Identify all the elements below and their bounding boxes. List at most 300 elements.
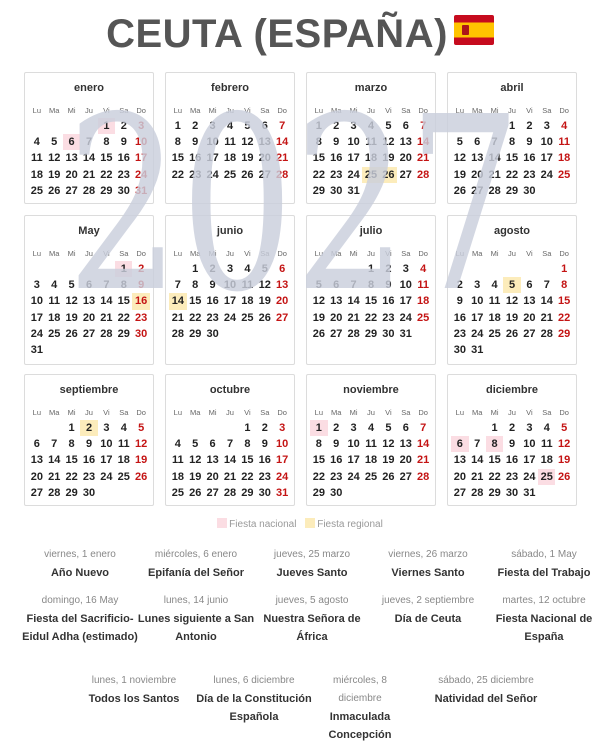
day-cell: 31 xyxy=(135,184,148,197)
day-cell: 18 xyxy=(364,454,378,467)
day-cell: 16 xyxy=(206,295,219,308)
day-cell: 8 xyxy=(508,136,516,149)
day-cell: 8 xyxy=(244,438,251,451)
empty-day xyxy=(451,420,468,436)
holiday-date: viernes, 1 enero xyxy=(44,549,116,560)
day-cell: 4 xyxy=(561,120,568,132)
day-cell: 5 xyxy=(385,422,392,434)
day-cell: 20 xyxy=(330,311,343,324)
month-enero xyxy=(24,72,154,204)
weekday-label: Ma xyxy=(331,408,342,417)
day-cell: 25 xyxy=(223,168,237,181)
day-cell: 10 xyxy=(223,279,237,292)
day-cell: 9 xyxy=(261,438,268,451)
day-cell: 11 xyxy=(31,152,43,165)
day-cell: 8 xyxy=(192,279,199,292)
day-cell: 25 xyxy=(364,470,378,483)
month-name: marzo xyxy=(354,82,388,94)
day-cell: 20 xyxy=(471,168,484,181)
day-cell: 24 xyxy=(540,168,553,181)
year-watermark-text: 2027 xyxy=(66,88,522,298)
month-julio xyxy=(306,215,436,365)
month-name: May xyxy=(78,225,100,237)
holiday-date: miércoles, 8 diciembre xyxy=(333,675,387,704)
day-cell: 25 xyxy=(488,327,501,340)
holiday-name: Lunes siguiente a San Antonio xyxy=(137,613,255,643)
weekday-label: Vi xyxy=(244,249,251,258)
weekday-label: Ma xyxy=(190,408,201,417)
weekday-label: Lu xyxy=(455,106,464,115)
day-cell: 11 xyxy=(417,279,429,292)
month-noviembre xyxy=(306,374,436,506)
day-cell: 3 xyxy=(350,120,357,132)
day-cell: 29 xyxy=(312,184,325,197)
day-cell: 11 xyxy=(540,438,553,451)
day-cell: 14 xyxy=(540,295,553,308)
day-cell: 30 xyxy=(330,184,343,197)
day-cell: 18 xyxy=(488,311,501,324)
weekday-label: Lu xyxy=(173,408,182,417)
day-cell: 15 xyxy=(312,454,325,467)
day-cell: 30 xyxy=(82,486,96,499)
weekday-label: Lu xyxy=(455,249,464,258)
day-cell: 18 xyxy=(540,454,553,467)
day-cell: 5 xyxy=(138,422,145,434)
holiday-item xyxy=(310,672,410,744)
weekday-label: Ju xyxy=(85,106,93,115)
day-cell: 30 xyxy=(258,486,271,499)
day-cell: 14 xyxy=(223,454,237,467)
day-cell: 1 xyxy=(367,263,375,275)
day-cell: 6 xyxy=(63,134,80,150)
day-cell: 3 xyxy=(33,279,40,292)
day-grid xyxy=(29,246,149,358)
day-cell: 5 xyxy=(503,277,520,293)
day-cell: 12 xyxy=(189,454,202,467)
day-cell: 2 xyxy=(333,120,340,132)
day-cell: 15 xyxy=(100,152,113,165)
day-cell: 16 xyxy=(330,152,343,165)
day-cell: 26 xyxy=(48,184,61,197)
day-cell: 2 xyxy=(209,263,216,275)
weekday-label: Mi xyxy=(490,106,499,115)
weekday-label: Sa xyxy=(401,249,411,258)
month-may xyxy=(24,215,154,365)
weekday-label: Ju xyxy=(226,249,234,258)
day-cell: 25 xyxy=(30,184,43,197)
day-cell: 8 xyxy=(561,279,568,292)
day-cell: 24 xyxy=(135,168,148,181)
day-cell: 5 xyxy=(51,136,58,149)
weekday-label: Sa xyxy=(260,408,270,417)
day-cell: 6 xyxy=(33,438,40,451)
day-cell: 6 xyxy=(85,279,93,292)
day-cell: 6 xyxy=(402,120,409,132)
day-cell: 21 xyxy=(82,168,96,181)
day-cell: 20 xyxy=(30,470,43,483)
day-cell: 17 xyxy=(523,454,536,467)
holiday-date: jueves, 5 agosto xyxy=(275,595,349,606)
day-cell: 1 xyxy=(491,422,498,434)
holiday-item xyxy=(368,592,488,628)
weekday-label: Vi xyxy=(526,106,533,115)
day-cell: 15 xyxy=(241,454,254,467)
day-cell: 18 xyxy=(171,470,184,483)
day-cell: 10 xyxy=(100,438,113,451)
day-cell: 1 xyxy=(310,420,327,436)
day-cell: 24 xyxy=(276,470,289,483)
day-cell: 22 xyxy=(117,311,130,324)
day-cell: 31 xyxy=(276,486,289,499)
empty-day xyxy=(310,261,327,277)
empty-day xyxy=(469,118,486,134)
weekday-label: Sa xyxy=(401,408,411,417)
day-cell: 15 xyxy=(189,295,202,308)
holiday-date: jueves, 2 septiembre xyxy=(381,595,475,606)
day-cell: 17 xyxy=(100,454,113,467)
day-cell: 16 xyxy=(330,454,343,467)
day-cell: 13 xyxy=(30,454,43,467)
day-cell: 22 xyxy=(312,470,325,483)
day-cell: 1 xyxy=(561,263,568,275)
holiday-name: Fiesta Nacional de España xyxy=(495,613,593,643)
day-cell: 29 xyxy=(100,184,113,197)
day-cell: 10 xyxy=(276,438,289,451)
day-cell: 5 xyxy=(68,279,75,292)
day-cell: 17 xyxy=(276,454,289,467)
day-grid xyxy=(170,103,290,183)
empty-day xyxy=(63,118,80,134)
day-cell: 7 xyxy=(174,279,181,292)
day-cell: 21 xyxy=(100,311,113,324)
day-cell: 14 xyxy=(169,293,186,309)
holiday-item xyxy=(484,546,600,582)
day-cell: 11 xyxy=(48,295,61,308)
day-cell: 15 xyxy=(505,152,519,165)
day-cell: 17 xyxy=(347,454,360,467)
day-cell: 2 xyxy=(120,120,127,132)
day-cell: 13 xyxy=(523,295,536,308)
day-cell: 19 xyxy=(135,454,148,467)
day-cell: 7 xyxy=(420,120,427,132)
day-cell: 26 xyxy=(135,470,148,483)
holiday-name: Jueves Santo xyxy=(276,567,348,579)
day-cell: 3 xyxy=(474,279,481,292)
day-cell: 4 xyxy=(367,422,375,434)
day-cell: 17 xyxy=(223,295,237,308)
day-cell: 17 xyxy=(206,152,219,165)
day-cell: 24 xyxy=(347,470,360,483)
day-cell: 18 xyxy=(30,168,43,181)
weekday-label: Ju xyxy=(226,106,234,115)
day-cell: 10 xyxy=(471,295,484,308)
day-cell: 1 xyxy=(98,118,115,134)
weekday-label: Do xyxy=(277,408,287,417)
day-cell: 6 xyxy=(279,263,286,275)
day-cell: 2 xyxy=(261,422,268,434)
day-cell: 8 xyxy=(486,436,503,452)
weekday-label: Lu xyxy=(455,408,464,417)
day-cell: 27 xyxy=(258,168,271,181)
day-cell: 15 xyxy=(65,454,78,467)
day-cell: 16 xyxy=(505,454,519,467)
weekday-label: Sa xyxy=(119,408,129,417)
day-cell: 14 xyxy=(48,454,61,467)
weekday-label: Vi xyxy=(244,408,251,417)
holiday-name: Epifanía del Señor xyxy=(148,567,244,579)
day-cell: 5 xyxy=(456,136,463,149)
day-cell: 28 xyxy=(471,486,484,499)
day-cell: 10 xyxy=(30,295,43,308)
day-cell: 1 xyxy=(244,422,251,434)
day-cell: 12 xyxy=(505,295,519,308)
day-cell: 8 xyxy=(315,438,322,451)
day-cell: 17 xyxy=(135,152,148,165)
day-cell: 11 xyxy=(365,438,377,451)
day-cell: 1 xyxy=(508,120,516,132)
day-cell: 31 xyxy=(399,327,412,340)
day-cell: 7 xyxy=(420,422,427,434)
day-cell: 19 xyxy=(48,168,61,181)
day-cell: 4 xyxy=(491,279,498,292)
weekday-label: Mi xyxy=(349,106,358,115)
weekday-label: Vi xyxy=(385,106,392,115)
day-cell: 26 xyxy=(382,470,395,483)
legend-swatch-nacional xyxy=(217,518,227,528)
day-cell: 6 xyxy=(451,436,468,452)
day-cell: 7 xyxy=(474,438,481,451)
holiday-name: Todos los Santos xyxy=(88,693,180,705)
month-name: junio xyxy=(216,225,244,237)
legend-swatch-regional xyxy=(305,518,315,528)
weekday-label: Mi xyxy=(208,408,217,417)
day-cell: 18 xyxy=(417,295,430,308)
day-cell: 9 xyxy=(85,438,93,451)
month-name: enero xyxy=(74,82,104,94)
weekday-label: Ju xyxy=(508,249,516,258)
weekday-label: Do xyxy=(418,106,428,115)
title-text: CEUTA (ESPAÑA) xyxy=(106,12,448,56)
weekday-label: Vi xyxy=(385,249,392,258)
day-cell: 2 xyxy=(80,420,97,436)
holiday-date: sábado, 25 diciembre xyxy=(438,675,534,686)
day-cell: 12 xyxy=(135,438,148,451)
day-cell: 19 xyxy=(65,311,78,324)
day-cell: 30 xyxy=(505,486,519,499)
empty-day xyxy=(469,261,486,277)
day-cell: 24 xyxy=(523,470,536,483)
day-grid xyxy=(452,246,572,358)
day-cell: 30 xyxy=(117,184,130,197)
day-cell: 27 xyxy=(399,168,412,181)
day-cell: 14 xyxy=(471,454,484,467)
month-name: noviembre xyxy=(343,384,399,396)
day-cell: 25 xyxy=(538,469,555,485)
holiday-item xyxy=(426,672,546,708)
weekday-label: Do xyxy=(559,106,569,115)
day-cell: 9 xyxy=(385,279,392,292)
weekday-label: Do xyxy=(277,106,287,115)
day-cell: 29 xyxy=(241,486,254,499)
empty-day xyxy=(451,261,468,277)
holiday-date: lunes, 14 junio xyxy=(163,595,229,606)
day-cell: 24 xyxy=(399,311,412,324)
day-cell: 11 xyxy=(117,438,130,451)
day-cell: 15 xyxy=(117,295,130,308)
day-cell: 18 xyxy=(241,295,254,308)
day-cell: 6 xyxy=(402,422,409,434)
weekday-label: Vi xyxy=(103,106,110,115)
empty-day xyxy=(486,118,503,134)
day-cell: 13 xyxy=(399,438,412,451)
day-cell: 25 xyxy=(417,311,430,324)
empty-day xyxy=(503,261,520,277)
day-cell: 3 xyxy=(209,120,216,132)
empty-day xyxy=(169,420,186,436)
day-cell: 21 xyxy=(417,152,430,165)
day-cell: 28 xyxy=(540,327,553,340)
day-cell: 5 xyxy=(261,263,268,275)
holiday-name: Inmaculada Concepción xyxy=(328,711,392,741)
weekday-label: Mi xyxy=(67,249,76,258)
month-name: febrero xyxy=(211,82,249,94)
day-cell: 10 xyxy=(399,279,412,292)
day-cell: 26 xyxy=(453,184,466,197)
day-cell: 16 xyxy=(117,152,130,165)
day-cell: 26 xyxy=(65,327,78,340)
holiday-name: Día de Ceuta xyxy=(394,613,462,625)
weekday-label: Vi xyxy=(526,249,533,258)
day-cell: 23 xyxy=(453,327,466,340)
day-cell: 13 xyxy=(399,136,412,149)
day-cell: 26 xyxy=(241,168,254,181)
holiday-date: martes, 12 octubre xyxy=(502,595,586,606)
weekday-label: Do xyxy=(136,408,146,417)
weekday-label: Ma xyxy=(472,249,483,258)
day-cell: 29 xyxy=(505,184,519,197)
day-cell: 2 xyxy=(508,422,516,434)
weekday-label: Lu xyxy=(32,408,41,417)
weekday-label: Lu xyxy=(314,408,323,417)
day-cell: 25 xyxy=(558,168,571,181)
day-cell: 27 xyxy=(399,470,412,483)
empty-day xyxy=(63,261,80,277)
day-grid xyxy=(452,103,572,199)
day-cell: 28 xyxy=(488,184,501,197)
weekday-label: Ju xyxy=(508,408,516,417)
empty-day xyxy=(169,261,186,277)
month-name: septiembre xyxy=(59,384,119,396)
day-cell: 8 xyxy=(174,136,181,149)
weekday-label: Ma xyxy=(331,249,342,258)
month-name: octubre xyxy=(209,384,251,396)
day-cell: 16 xyxy=(82,454,96,467)
holiday-item xyxy=(252,592,372,646)
day-cell: 10 xyxy=(523,438,536,451)
day-cell: 3 xyxy=(350,422,357,434)
day-cell: 2 xyxy=(526,120,533,132)
month-name: agosto xyxy=(493,225,531,237)
weekday-label: Sa xyxy=(260,249,270,258)
day-cell: 23 xyxy=(330,168,343,181)
holiday-date: lunes, 6 diciembre xyxy=(213,675,295,686)
day-cell: 14 xyxy=(488,152,501,165)
day-cell: 4 xyxy=(51,279,58,292)
weekday-label: Mi xyxy=(67,408,76,417)
day-cell: 21 xyxy=(347,311,360,324)
day-cell: 7 xyxy=(85,136,93,149)
weekday-label: Sa xyxy=(542,408,552,417)
day-cell: 26 xyxy=(258,311,271,324)
day-cell: 21 xyxy=(471,470,484,483)
weekday-label: Ju xyxy=(85,408,93,417)
day-cell: 18 xyxy=(223,152,237,165)
day-cell: 3 xyxy=(279,422,286,434)
weekday-label: Lu xyxy=(314,249,323,258)
day-cell: 20 xyxy=(453,470,466,483)
weekday-label: Sa xyxy=(119,106,129,115)
holiday-name: Fiesta del Sacrificio-Eidul Adha (estimado) xyxy=(22,613,138,643)
day-cell: 29 xyxy=(558,327,571,340)
day-cell: 10 xyxy=(206,136,219,149)
day-cell: 13 xyxy=(65,152,78,165)
day-cell: 11 xyxy=(241,279,254,292)
day-cell: 31 xyxy=(347,184,360,197)
day-cell: 24 xyxy=(471,327,484,340)
day-cell: 9 xyxy=(333,136,340,149)
day-cell: 17 xyxy=(540,152,553,165)
empty-day xyxy=(451,118,468,134)
weekday-label: Do xyxy=(136,106,146,115)
weekday-label: Ma xyxy=(49,249,60,258)
day-cell: 4 xyxy=(543,422,550,434)
day-cell: 15 xyxy=(312,152,325,165)
day-cell: 13 xyxy=(276,279,289,292)
day-cell: 26 xyxy=(380,167,397,183)
day-cell: 13 xyxy=(453,454,466,467)
weekday-label: Sa xyxy=(401,106,411,115)
day-cell: 3 xyxy=(402,263,409,275)
day-cell: 27 xyxy=(30,486,43,499)
day-cell: 19 xyxy=(505,311,519,324)
weekday-label: Lu xyxy=(314,106,323,115)
day-cell: 7 xyxy=(103,279,110,292)
holiday-date: domingo, 16 May xyxy=(41,595,119,606)
day-cell: 28 xyxy=(223,486,237,499)
day-grid xyxy=(452,405,572,501)
day-cell: 3 xyxy=(226,263,234,275)
day-cell: 15 xyxy=(488,454,501,467)
day-cell: 12 xyxy=(258,279,271,292)
month-agosto xyxy=(447,215,577,365)
empty-day xyxy=(204,420,221,436)
day-cell: 20 xyxy=(276,295,289,308)
day-cell: 3 xyxy=(543,120,550,132)
day-cell: 23 xyxy=(135,311,148,324)
day-cell: 18 xyxy=(117,454,130,467)
day-cell: 28 xyxy=(276,168,289,181)
empty-day xyxy=(80,118,97,134)
weekday-label: Sa xyxy=(542,106,552,115)
day-cell: 24 xyxy=(347,168,360,181)
legend-nacional-label: Fiesta nacional xyxy=(229,519,297,530)
month-marzo xyxy=(306,72,436,204)
day-cell: 3 xyxy=(138,120,145,132)
empty-day xyxy=(521,261,538,277)
day-cell: 11 xyxy=(172,454,184,467)
weekday-label: Mi xyxy=(349,408,358,417)
day-cell: 23 xyxy=(189,168,202,181)
